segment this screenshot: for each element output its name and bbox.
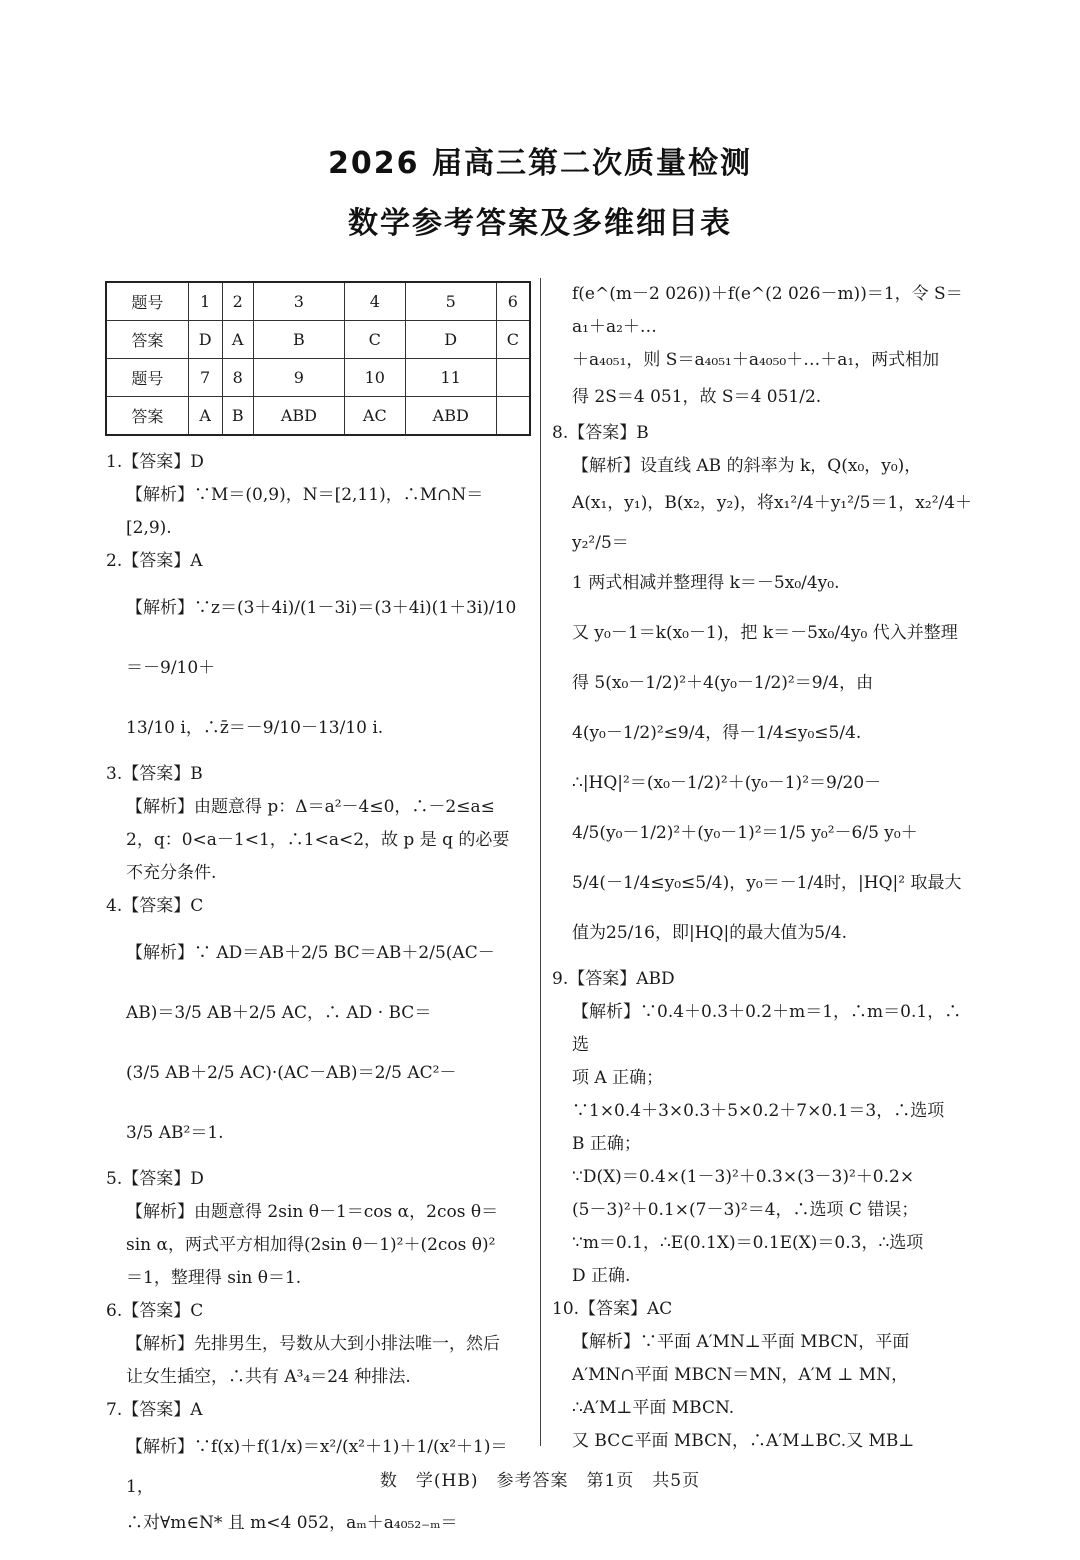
q5-line: 【解析】由题意得 2sin θ－1＝cos α，2cos θ＝ bbox=[126, 1202, 499, 1222]
q8-answer: 8.【答案】B bbox=[552, 423, 649, 443]
q1-answer: 1.【答案】D bbox=[106, 452, 204, 472]
table-cell bbox=[496, 359, 530, 397]
table-cell: ABD bbox=[405, 397, 496, 436]
table-cell: 11 bbox=[405, 359, 496, 397]
table-cell: B bbox=[253, 321, 344, 359]
q7-continued-line: 得 2S＝4 051，故 S＝4 051/2. bbox=[572, 387, 822, 407]
q5-line: sin α，两式平方相加得(2sin θ－1)²＋(2cos θ)² bbox=[126, 1235, 496, 1255]
q10-line: A′MN∩平面 MBCN＝MN，A′M ⊥ MN， bbox=[572, 1365, 909, 1385]
table-cell: 2 bbox=[222, 282, 253, 321]
q9-line: 项 A 正确； bbox=[572, 1068, 664, 1088]
q9-line: B 正确； bbox=[572, 1134, 641, 1154]
q4-line: (3/5 AB＋2/5 AC)·(AC－AB)＝2/5 AC²－ bbox=[126, 1063, 457, 1083]
q9-line: 【解析】∵0.4＋0.3＋0.2＋m＝1，∴m＝0.1，∴选 bbox=[572, 1002, 962, 1055]
q7-answer: 7.【答案】A bbox=[106, 1400, 203, 1420]
q1-line: [2,9). bbox=[126, 518, 172, 538]
q2-line: 【解析】∵z＝(3＋4i)/(1－3i)＝(3＋4i)(1＋3i)/10＝－9/10＋ bbox=[126, 598, 517, 678]
table-cell: 答案 bbox=[106, 321, 188, 359]
q4-line: AB)＝3/5 AB＋2/5 AC，∴ AD · BC＝ bbox=[126, 1003, 432, 1023]
table-cell: D bbox=[188, 321, 222, 359]
q2-line: 13/10 i，∴z̄＝－9/10－13/10 i. bbox=[126, 718, 384, 738]
q8-line: 值为25/16，即|HQ|的最大值为5/4. bbox=[572, 923, 847, 943]
q9-line: ∵D(X)＝0.4×(1－3)²＋0.3×(3－3)²＋0.2× bbox=[572, 1167, 915, 1187]
table-cell: 题号 bbox=[106, 359, 188, 397]
table-cell: ABD bbox=[253, 397, 344, 436]
q6-line: 【解析】先排男生，号数从大到小排法唯一，然后 bbox=[126, 1334, 500, 1354]
table-cell: 8 bbox=[222, 359, 253, 397]
q8-line: 4(y₀－1/2)²≤9/4，得－1/4≤y₀≤5/4. bbox=[572, 723, 862, 743]
q3-line: 【解析】由题意得 p：Δ＝a²－4≤0，∴－2≤a≤ bbox=[126, 797, 495, 817]
q3-line: 2，q：0<a－1<1，∴1<a<2，故 p 是 q 的必要 bbox=[126, 830, 510, 850]
left-column bbox=[106, 446, 531, 1540]
q10-line: 【解析】∵平面 A′MN⊥平面 MBCN，平面 bbox=[572, 1332, 910, 1352]
table-cell: 9 bbox=[253, 359, 344, 397]
table-row bbox=[106, 359, 530, 397]
q5-line: ＝1，整理得 sin θ＝1. bbox=[126, 1268, 302, 1288]
table-cell: C bbox=[344, 321, 405, 359]
table-cell: 3 bbox=[253, 282, 344, 321]
table-row bbox=[106, 282, 530, 321]
q8-line: 【解析】设直线 AB 的斜率为 k，Q(x₀，y₀)， bbox=[572, 456, 922, 476]
table-cell: 4 bbox=[344, 282, 405, 321]
q7-continued-line: f(e^(m－2 026))＋f(e^(2 026－m))＝1，令 S＝a₁＋a₂＋… bbox=[572, 284, 963, 337]
q9-line: ∵m＝0.1，∴E(0.1X)＝0.1E(X)＝0.3，∴选项 bbox=[572, 1233, 924, 1253]
q3-line: 不充分条件. bbox=[126, 863, 217, 883]
page-title: 2026 届高三第二次质量检测 bbox=[328, 146, 752, 181]
table-cell: 5 bbox=[405, 282, 496, 321]
table-cell bbox=[496, 397, 530, 436]
table-cell: 答案 bbox=[106, 397, 188, 436]
q6-answer: 6.【答案】C bbox=[106, 1301, 204, 1321]
page-subtitle: 数学参考答案及多维细目表 bbox=[348, 206, 732, 241]
column-divider bbox=[540, 278, 541, 1446]
table-cell: D bbox=[405, 321, 496, 359]
q2-answer: 2.【答案】A bbox=[106, 551, 203, 571]
q1-line: 【解析】∵M＝(0,9)，N＝[2,11)，∴M∩N＝ bbox=[126, 485, 484, 505]
q8-line: 又 y₀－1＝k(x₀－1)，把 k＝－5x₀/4y₀ 代入并整理 bbox=[572, 623, 958, 643]
q10-answer: 10.【答案】AC bbox=[552, 1299, 673, 1319]
q7-line: 【解析】∵f(x)＋f(1/x)＝x²/(x²＋1)＋1/(x²＋1)＝1， bbox=[126, 1437, 508, 1497]
q7-continued-line: ＋a₄₀₅₁，则 S＝a₄₀₅₁＋a₄₀₅₀＋…＋a₁，两式相加 bbox=[572, 350, 940, 370]
q8-line: ∴|HQ|²＝(x₀－1/2)²＋(y₀－1)²＝9/20－ bbox=[572, 773, 882, 793]
q9-line: ∵1×0.4＋3×0.3＋5×0.2＋7×0.1＝3，∴选项 bbox=[572, 1101, 945, 1121]
q4-line: 【解析】∵ AD＝AB＋2/5 BC＝AB＋2/5(AC－ bbox=[126, 943, 495, 963]
table-cell: 10 bbox=[344, 359, 405, 397]
q9-answer: 9.【答案】ABD bbox=[552, 969, 675, 989]
q4-line: 3/5 AB²＝1. bbox=[126, 1123, 224, 1143]
q9-line: D 正确. bbox=[572, 1266, 631, 1286]
q8-line: 5/4(－1/4≤y₀≤5/4)，y₀＝－1/4时，|HQ|² 取最大 bbox=[572, 873, 962, 893]
table-cell: A bbox=[222, 321, 253, 359]
page-footer: 数 学(HB) 参考答案 第1页 共5页 bbox=[379, 1471, 701, 1491]
q8-line: 1 两式相减并整理得 k＝－5x₀/4y₀. bbox=[572, 573, 840, 593]
q10-line: ∴A′M⊥平面 MBCN. bbox=[572, 1398, 735, 1418]
table-row bbox=[106, 397, 530, 436]
q4-answer: 4.【答案】C bbox=[106, 896, 204, 916]
table-cell: A bbox=[188, 397, 222, 436]
table-cell: AC bbox=[344, 397, 405, 436]
table-cell: C bbox=[496, 321, 530, 359]
table-row bbox=[106, 321, 530, 359]
table-cell: 6 bbox=[496, 282, 530, 321]
q8-line: 得 5(x₀－1/2)²＋4(y₀－1/2)²＝9/4，由 bbox=[572, 673, 874, 693]
table-cell: B bbox=[222, 397, 253, 436]
q6-line: 让女生插空，∴共有 A³₄＝24 种排法. bbox=[126, 1367, 411, 1387]
q3-answer: 3.【答案】B bbox=[106, 764, 203, 784]
q7-line: ∴对∀m∈N* 且 m<4 052，aₘ＋a₄₀₅₂₋ₘ＝ bbox=[126, 1513, 458, 1533]
q9-line: (5－3)²＋0.1×(7－3)²＝4，∴选项 C 错误； bbox=[572, 1200, 919, 1220]
table-cell: 1 bbox=[188, 282, 222, 321]
q10-line: 又 BC⊂平面 MBCN，∴A′M⊥BC.又 MB⊥ bbox=[572, 1431, 915, 1451]
q8-line: 4/5(y₀－1/2)²＋(y₀－1)²＝1/5 y₀²－6/5 y₀＋ bbox=[572, 823, 918, 843]
q8-line: A(x₁，y₁)，B(x₂，y₂)，将x₁²/4＋y₁²/5＝1，x₂²/4＋y₂²/5＝ bbox=[572, 493, 973, 553]
table-cell: 题号 bbox=[106, 282, 188, 321]
right-column bbox=[552, 278, 977, 1458]
q5-answer: 5.【答案】D bbox=[106, 1169, 204, 1189]
table-cell: 7 bbox=[188, 359, 222, 397]
answer-table bbox=[105, 281, 531, 436]
